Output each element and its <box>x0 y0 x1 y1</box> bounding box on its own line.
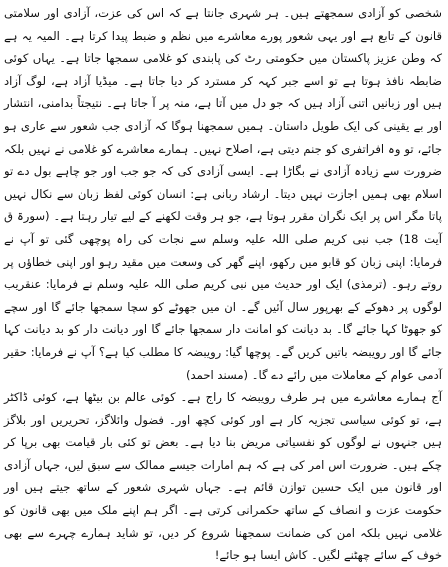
article-paragraph-1: شخصی کو آزادی سمجھتے ہیں۔ ہر شہری جانتا ہے کہ اس کی عزت، آزادی اور سلامتی قانون کے تابع ہے اور یہی شعور پورے معاشرے میں نظم و ضبط پیدا کرتا ہے۔ المیہ یہ ہے کہ وطن عزیز پاکستان میں حکومتی رٹ کی پابندی کو غلامی سمجھا جاتا ہے۔ یہاں کوئی ضابطہ نافذ ہوتا ہے تو اسے جبر کہہ کر مسترد کر دیا جاتا ہے۔ میڈیا آزاد ہے، لوگ آزاد ہیں اور زبانیں اتنی آزاد ہیں کہ جو دل میں آتا ہے، منہ پر آ جاتا ہے۔ نتیجتاً بدامنی، انتشار اور بے یقینی کی ایک طویل داستان۔ ہمیں سمجھنا ہوگا کہ آزادی جب شعور سے عاری ہو جائے، تو وہ افراتفری کو جنم دیتی ہے، اصلاح نہیں۔ ہمارے معاشرے کو غلامی نے نہیں بلکہ ضرورت سے زیادہ آزادی نے بگاڑا ہے۔ ایسی آزادی کی کہ جو جب اور جو چاہے بول دے تو اسلام بھی ہمیں اجازت نہیں دیتا۔ ارشاد ربانی ہے: انسان کوئی لفظ زبان سے نکال نہیں پاتا مگر اس پر ایک نگران مقرر ہوتا ہے، جو ہر وقت لکھنے کے لیے تیار رہتا ہے۔ (سورۃ ق آیت 18) جب نبی کریم صلی اللہ علیہ وسلم سے نجات کی راہ پوچھی گئی تو آپ نے فرمایا: اپنی زبان کو قابو میں رکھو، اپنے گھر کی وسعت میں مقید رہو اور اپنی خطاؤں پر روتے رہو۔ (ترمذی) ایک اور حدیث میں نبی کریم صلی اللہ علیہ وسلم نے فرمایا: عنقریب لوگوں پر دھوکے کے بھرپور سال آئیں گے۔ ان میں جھوٹے کو سچا سمجھا جائے گا اور سچے کو جھوٹا کہا جائے گا۔ بد دیانت کو امانت دار سمجھا جائے گا اور دیانت دار کو بد دیانت کہا جائے گا اور رویبضہ باتیں کریں گے۔ پوچھا گیا: رویبضہ کا مطلب کیا ہے؟ آپ نے فرمایا: حقیر آدمی عوام کے معاملات میں رائے دے گا۔ (مسند احمد) <box>4 6 442 382</box>
article-paragraph-2: آج ہمارے معاشرے میں ہر طرف رویبضہ کا راج ہے۔ کوئی عالم بن بیٹھا ہے، کوئی ڈاکٹر ہے، تو کوئی سیاسی تجزیہ کار ہے اور کوئی کچھ اور۔ فضول وائلاگز، تحریریں اور بلاگز ہیں جنہوں نے لوگوں کو نفسیاتی مریض بنا دیا ہے۔ بعض تو کئی بار قیامت بھی برپا کر چکے ہیں۔ ضرورت اس امر کی ہے کہ ہم امارات جیسے ممالک سے سبق لیں، جہاں آزادی اور قانون میں ایک حسین توازن قائم ہے۔ جہاں شہری شعور کے ساتھ جیتے ہیں اور حکومت عزت و انصاف کے ساتھ حکمرانی کرتی ہے۔ اگر ہم اپنے ملک میں بھی قانون کو غلامی نہیں بلکہ امن کی ضمانت سمجھنا شروع کر دیں، تو شاید ہمارے چہرے سے بھی خوف کے سائے چھٹنے لگیں۔ کاش ایسا ہو جائے! <box>4 390 442 563</box>
